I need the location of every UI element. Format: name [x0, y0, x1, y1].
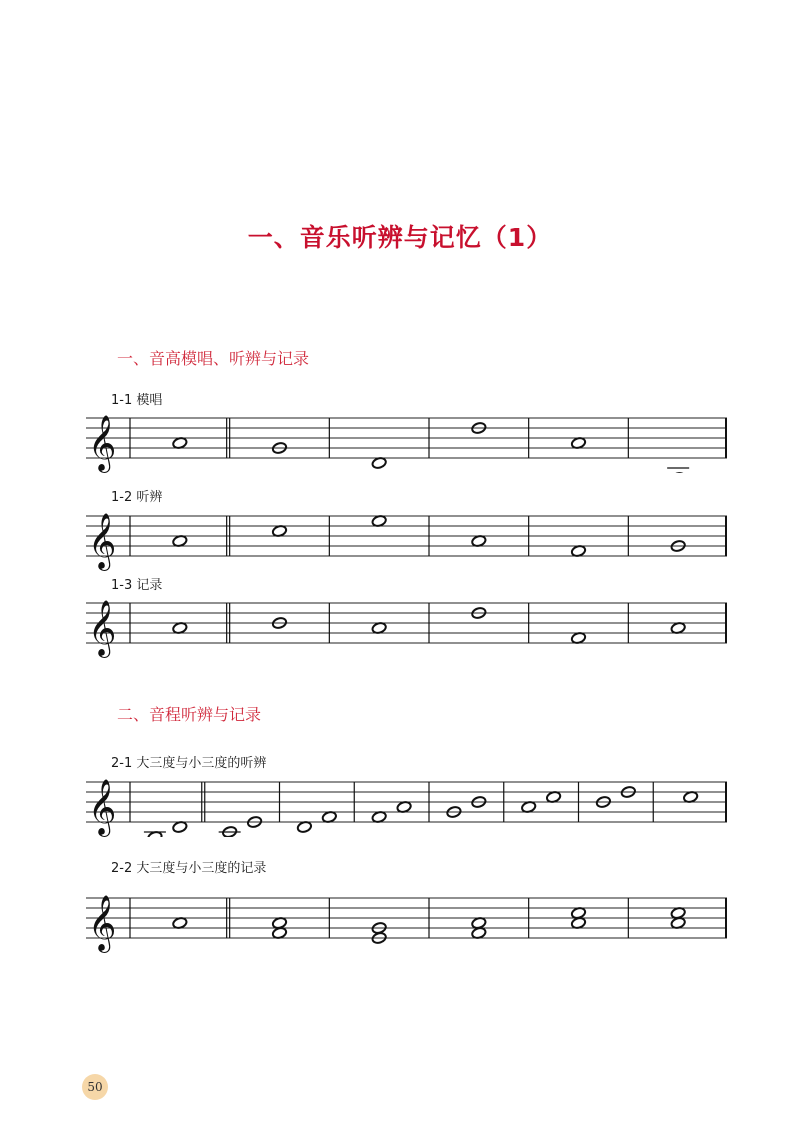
staff-2-2: [86, 887, 728, 953]
treble-clef-icon: 𝄞: [88, 415, 117, 471]
exercise-label-1-2: 1-2 听辨: [111, 490, 163, 505]
exercise-label-2-2: 2-2 大三度与小三度的记录: [111, 861, 267, 876]
treble-clef-icon: 𝄞: [88, 513, 117, 569]
staff-svg: [86, 887, 728, 953]
note-a3: [670, 472, 686, 473]
staff-2-1: [86, 771, 728, 837]
treble-clef-icon: 𝄞: [88, 895, 117, 951]
staff-1-1: [86, 407, 728, 473]
treble-clef-icon: 𝄞: [88, 779, 117, 835]
exercise-label-2-1: 2-1 大三度与小三度的听辨: [111, 756, 267, 771]
note-c4: [222, 826, 238, 837]
exercise-label-1-3: 1-3 记录: [111, 578, 163, 593]
staff-svg: [86, 771, 728, 837]
section-heading-1: 一、音高模唱、听辨与记录: [117, 349, 310, 368]
staff-1-2: [86, 505, 728, 571]
staff-svg: [86, 505, 728, 571]
staff-svg: [86, 407, 728, 473]
treble-clef-icon: 𝄞: [88, 600, 117, 656]
staff-svg: [86, 592, 728, 658]
section-heading-2: 二、音程听辨与记录: [117, 705, 262, 724]
page-number: 50: [82, 1074, 108, 1100]
staff-1-3: [86, 592, 728, 658]
page-title: 一、音乐听辨与记忆（1）: [247, 223, 553, 252]
exercise-label-1-1: 1-1 模唱: [111, 393, 163, 408]
